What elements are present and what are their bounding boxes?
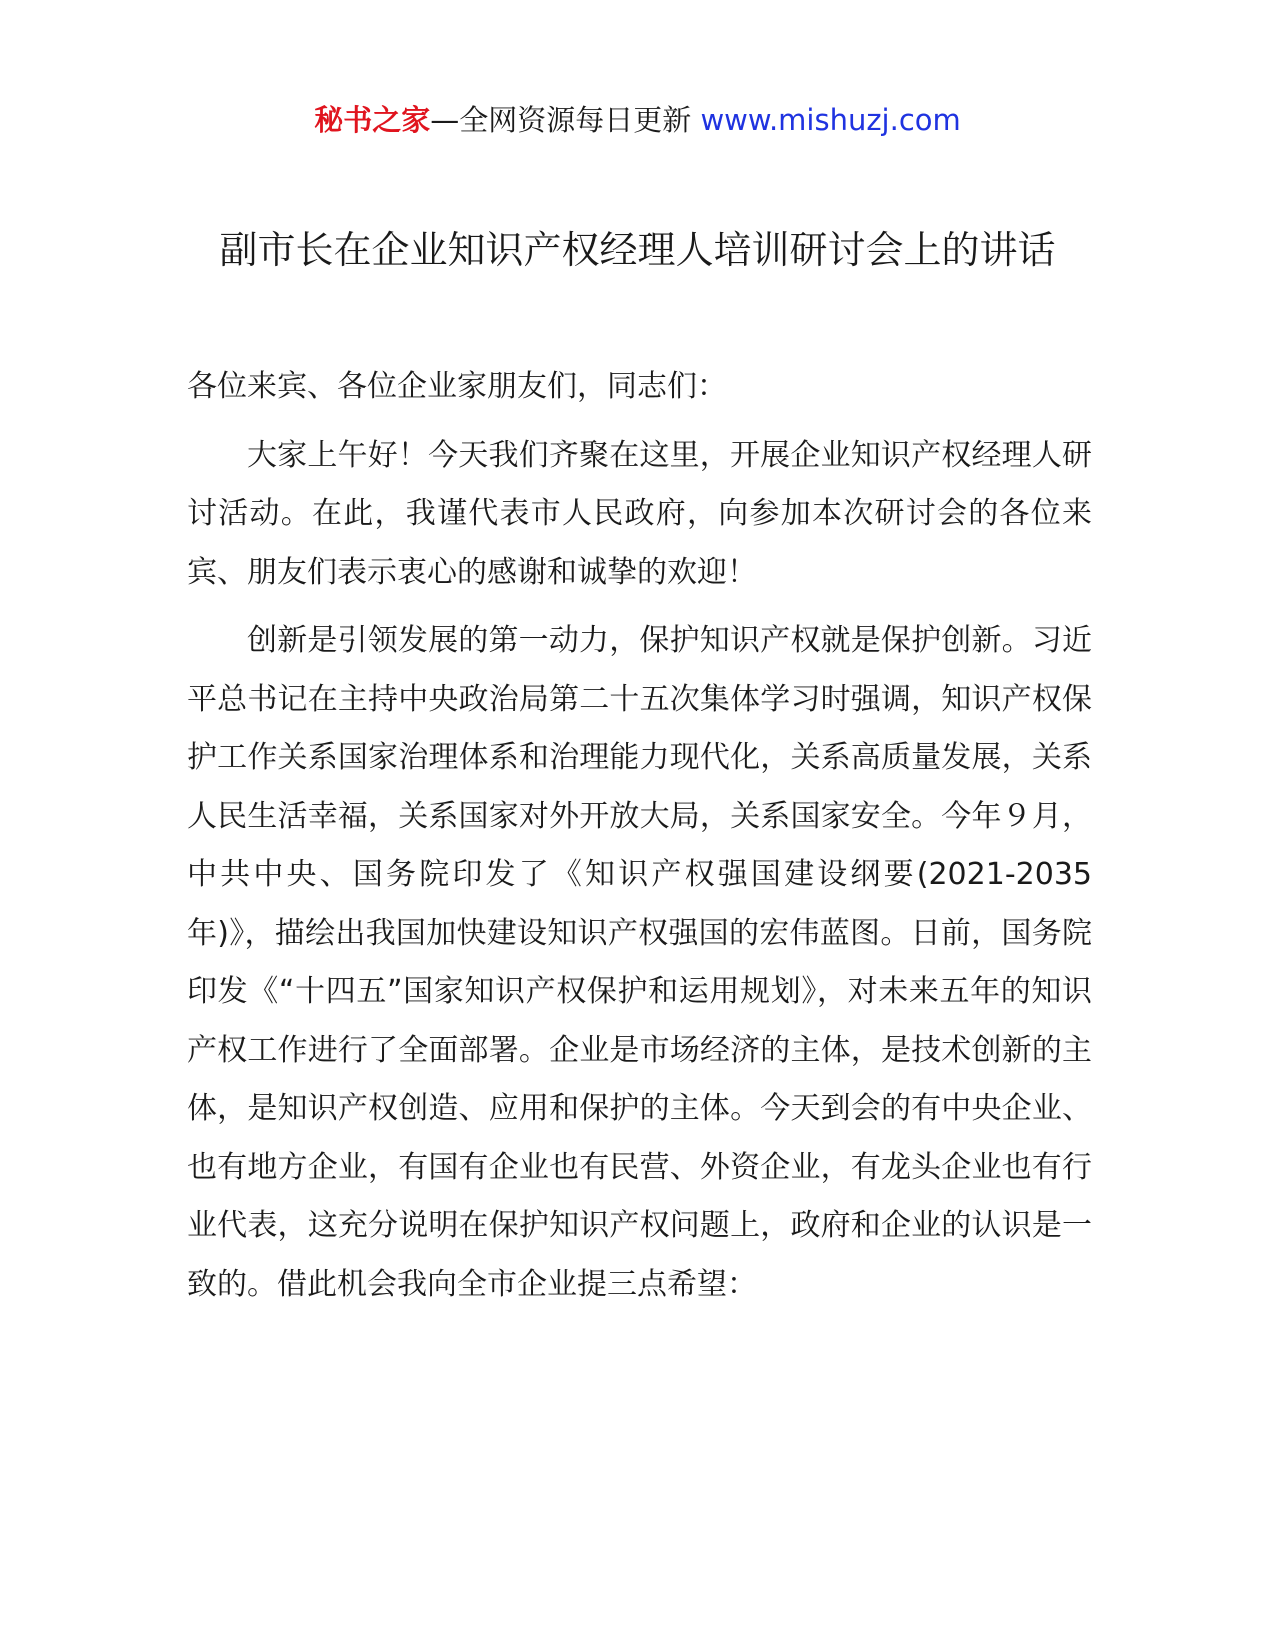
paragraph: 大家上午好！今天我们齐聚在这里，开展企业知识产权经理人研讨活动。在此，我谨代表市人民政府，向参加本次研讨会的各位来宾、朋友们表示衷心的感谢和诚挚的欢迎！ <box>187 437 1092 590</box>
paragraph: 创新是引领发展的第一动力，保护知识产权就是保护创新。习近平总书记在主持中央政治局第二十五次集体学习时强调，知识产权保护工作关系国家治理体系和治理能力现代化，关系高质量发展，关系人民生活幸福，关系国家对外开放大局，关系国家安全。今年９月，中共中央、国务院印发了《知识产权强国建设纲要(2021-2035年)》，描绘出我国加快建设知识产权强国的宏伟蓝图。日前，国务院印发《“十四五”国家知识产权保护和运用规划》，对未来五年的知识产权工作进行了全面部署。企业是市场经济的主体，是技术创新的主体，是知识产权创造、应用和保护的主体。今天到会的有中央企业、也有地方企业，有国有企业也有民营、外资企业，有龙头企业也有行业代表，这充分说明在保护知识产权问题上，政府和企业的认识是一致的。借此机会我向全市企业提三点希望： <box>187 623 1092 1302</box>
salutation: 各位来宾、各位企业家朋友们，同志们： <box>187 369 727 404</box>
brand-name: 秘书之家 <box>314 103 431 137</box>
document-title: 副市长在企业知识产权经理人培训研讨会上的讲话 <box>219 228 1056 272</box>
site-url-link[interactable]: www.mishuzj.com <box>700 103 961 137</box>
header-tagline: —全网资源每日更新 <box>430 103 692 137</box>
site-header <box>0 100 1275 140</box>
document-body <box>187 358 1092 1324</box>
